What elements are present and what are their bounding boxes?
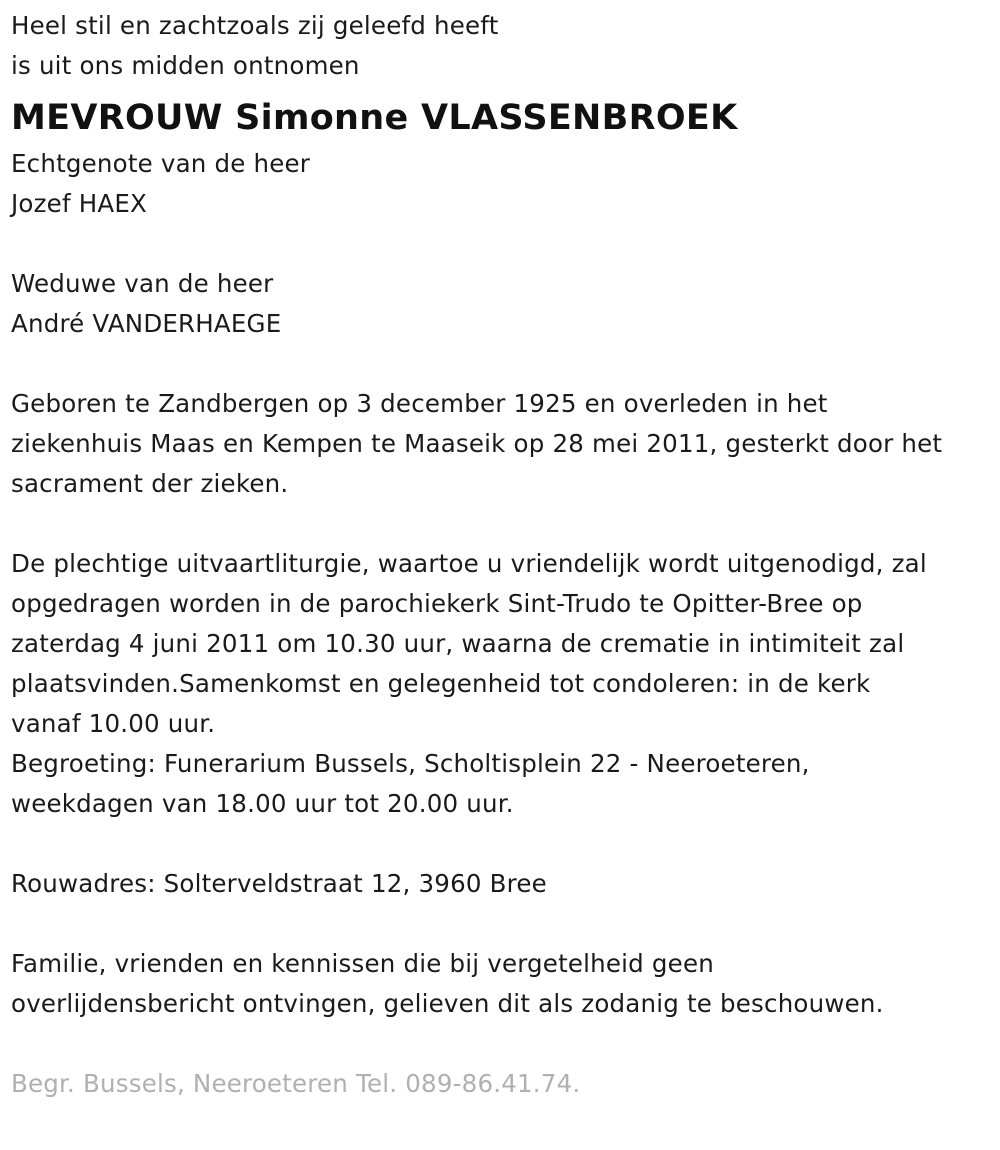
spouse-line-1: Echtgenote van de heer (11, 149, 311, 178)
funeral-line: vanaf 10.00 uur. (11, 709, 216, 738)
spacer (11, 344, 996, 384)
visitation-line: Begroeting: Funerarium Bussels, Scholtisplein 22 - Neeroeteren, (11, 749, 810, 778)
spacer (11, 1024, 996, 1064)
birth-death-line: ziekenhuis Maas en Kempen te Maaseik op 28 mei 2011, gesterkt door het (11, 429, 943, 458)
spacer (11, 504, 996, 544)
intro-line-2: is uit ons midden ontnomen (11, 51, 360, 80)
birth-death-line: sacrament der zieken. (11, 469, 289, 498)
funeral-line: zaterdag 4 juni 2011 om 10.30 uur, waarna de crematie in intimiteit zal (11, 629, 905, 658)
birth-death-line: Geboren te Zandbergen op 3 december 1925 en overleden in het (11, 389, 828, 418)
deceased-name: MEVROUW Simonne VLASSENBROEK (11, 98, 738, 138)
notice-line: overlijdensbericht ontvingen, gelieven dit als zodanig te beschouwen. (11, 989, 884, 1018)
funeral-line: plaatsvinden.Samenkomst en gelegenheid tot condoleren: in de kerk (11, 669, 871, 698)
spouse-line-2: Jozef HAEX (11, 189, 148, 218)
funeral-line: De plechtige uitvaartliturgie, waartoe u vriendelijk wordt uitgenodigd, zal (11, 549, 927, 578)
widow-line-1: Weduwe van de heer (11, 269, 274, 298)
spacer (11, 824, 996, 864)
intro-line-1: Heel stil en zachtzoals zij geleefd heeft (11, 11, 499, 40)
visitation-line: weekdagen van 18.00 uur tot 20.00 uur. (11, 789, 514, 818)
widow-line-2: André VANDERHAEGE (11, 309, 282, 338)
spacer (11, 904, 996, 944)
mourning-address: Rouwadres: Solterveldstraat 12, 3960 Bree (11, 869, 547, 898)
funeral-line: opgedragen worden in de parochiekerk Sint-Trudo te Opitter-Bree op (11, 589, 863, 618)
spacer (11, 224, 996, 264)
notice-line: Familie, vrienden en kennissen die bij vergetelheid geen (11, 949, 714, 978)
obituary-notice (11, 6, 996, 1104)
funeral-home-footer: Begr. Bussels, Neeroeteren Tel. 089-86.41.74. (11, 1069, 581, 1098)
